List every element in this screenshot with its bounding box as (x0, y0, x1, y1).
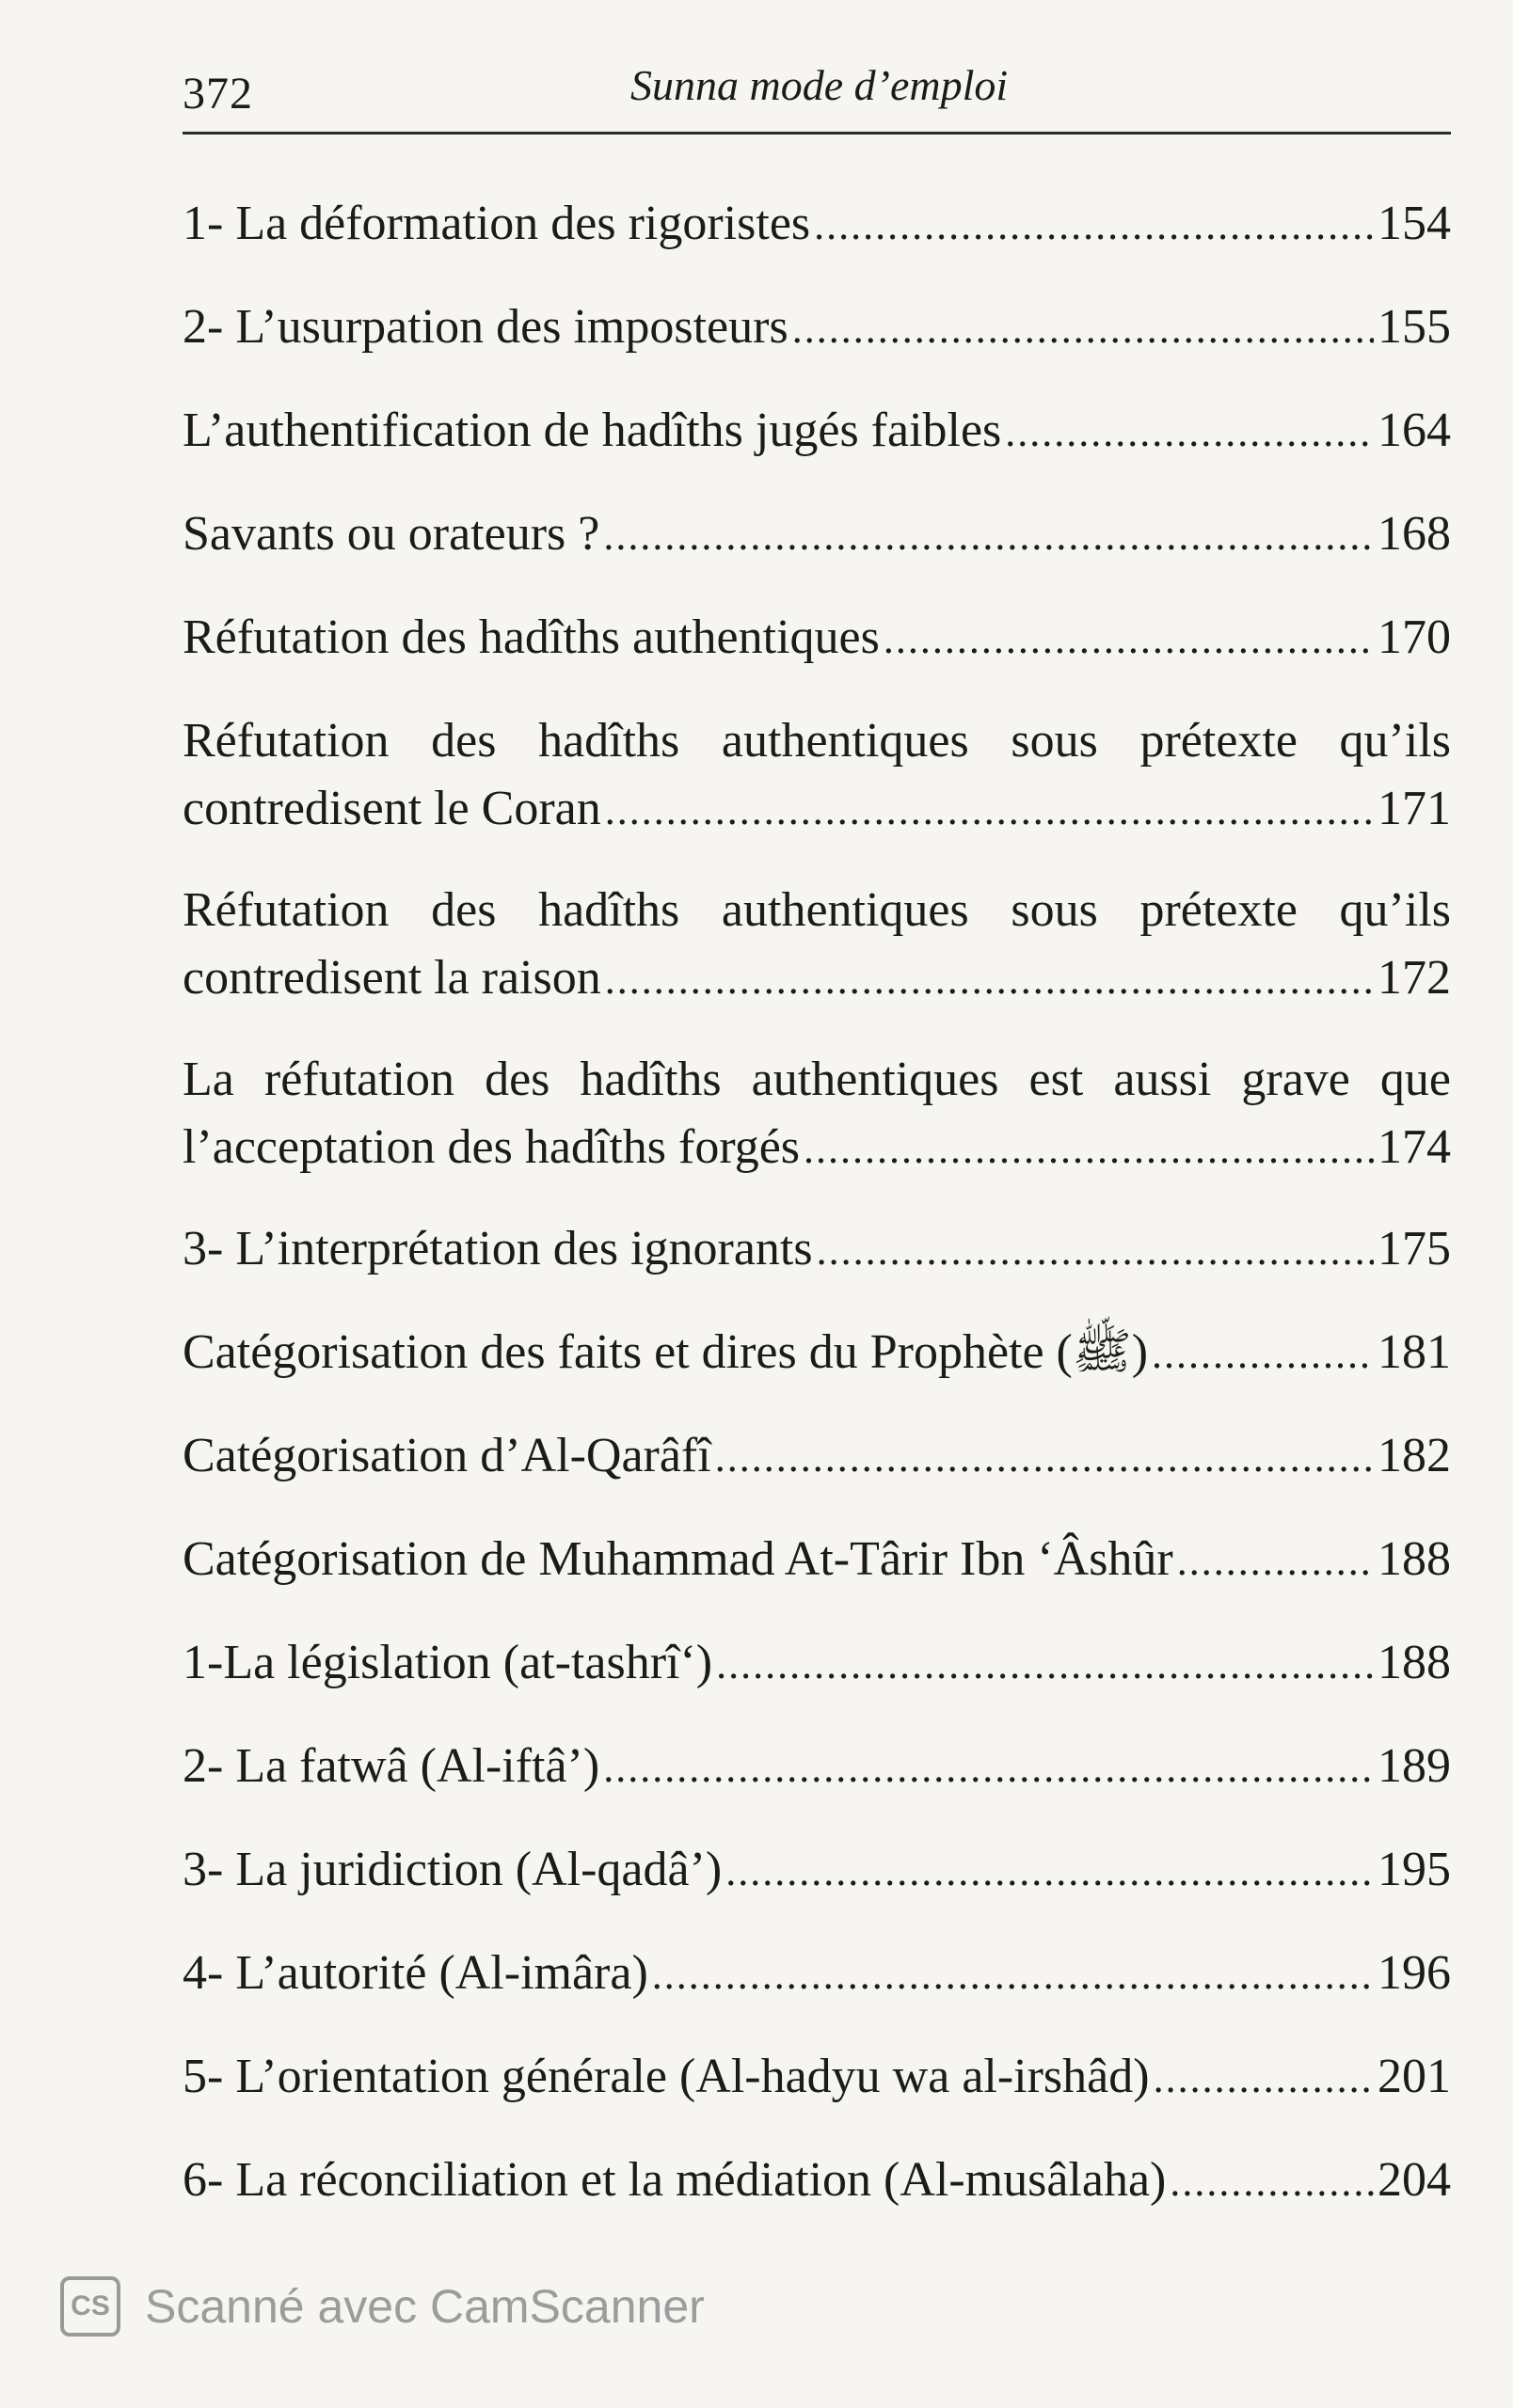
dot-leader (792, 295, 1374, 363)
entry-title-line1: La réfutation des hadîths authentiques est aussi grave que (183, 1053, 1451, 1106)
entry-page: 181 (1378, 1325, 1451, 1379)
toc-entry (183, 500, 1451, 568)
dot-leader (603, 1735, 1374, 1802)
entry-title: Catégorisation d’Al-Qarâfî (183, 1429, 711, 1482)
entry-page: 204 (1378, 2153, 1451, 2207)
toc-entry (183, 1836, 1451, 1904)
dot-leader (603, 502, 1374, 570)
camscanner-watermark (60, 2269, 705, 2344)
toc-entry (183, 1629, 1451, 1697)
toc-entry (183, 1422, 1451, 1490)
entry-title: 1- La déformation des rigoristes (183, 197, 811, 250)
entry-title: Savants ou orateurs ? (183, 507, 600, 561)
page-number: 372 (183, 69, 253, 119)
dot-leader (1154, 2045, 1374, 2113)
entry-title: 3- La juridiction (Al-qadâ’) (183, 1843, 723, 1896)
dot-leader (652, 1941, 1374, 2009)
entry-title: 4- L’autorité (Al-imâra) (183, 1946, 648, 2000)
entry-title: 3- L’interprétation des ignorants (183, 1222, 813, 1275)
dot-leader (1177, 1528, 1374, 1595)
entry-page: 174 (1378, 1120, 1451, 1174)
entry-title: Réfutation des hadîths authentiques (183, 610, 880, 664)
toc-entry (183, 1526, 1451, 1593)
entry-title: Catégorisation des faits et dires du Prophète (ﷺ) (183, 1325, 1149, 1379)
dot-leader (605, 777, 1374, 845)
entry-page: 182 (1378, 1429, 1451, 1482)
camscanner-logo-icon: CS (60, 2276, 120, 2337)
entry-title: 2- L’usurpation des imposteurs (183, 300, 788, 354)
entry-page: 201 (1378, 2050, 1451, 2103)
entry-title: 2- La fatwâ (Al-iftâ’) (183, 1739, 600, 1793)
entry-page: 170 (1378, 610, 1451, 664)
toc-entry (183, 293, 1451, 361)
entry-page: 168 (1378, 507, 1451, 561)
entry-title: L’authentification de hadîths jugés faibles (183, 404, 1002, 457)
toc-entry (183, 397, 1451, 465)
toc-entry (183, 1046, 1451, 1181)
entry-title: contredisent le Coran (183, 782, 601, 835)
entry-page: 172 (1378, 951, 1451, 1005)
toc-entry (183, 877, 1451, 1012)
running-header (183, 56, 1451, 135)
toc-entry (183, 707, 1451, 843)
toc-entry (183, 2147, 1451, 2214)
dot-leader (884, 606, 1374, 673)
entry-page: 195 (1378, 1843, 1451, 1896)
entry-title-line1: Réfutation des hadîths authentiques sous prétexte qu’ils (183, 883, 1451, 937)
entry-page: 175 (1378, 1222, 1451, 1275)
toc-entry (183, 1940, 1451, 2007)
toc-entry (183, 604, 1451, 672)
dot-leader (804, 1116, 1374, 1183)
toc-entry (183, 2043, 1451, 2111)
entry-page: 188 (1378, 1532, 1451, 1586)
entry-title: contredisent la raison (183, 951, 601, 1005)
dot-leader (814, 192, 1374, 260)
entry-page: 196 (1378, 1946, 1451, 2000)
entry-page: 164 (1378, 404, 1451, 457)
entry-title: l’acceptation des hadîths forgés (183, 1120, 801, 1174)
entry-title: 5- L’orientation générale (Al-hadyu wa al-irshâd) (183, 2050, 1150, 2103)
entry-page: 171 (1378, 782, 1451, 835)
dot-leader (1170, 2148, 1374, 2216)
dot-leader (1152, 1321, 1374, 1388)
toc-entry (183, 1215, 1451, 1283)
entry-title-line1: Réfutation des hadîths authentiques sous prétexte qu’ils (183, 714, 1451, 768)
toc-entry (183, 190, 1451, 258)
dot-leader (716, 1631, 1374, 1699)
entry-page: 188 (1378, 1636, 1451, 1689)
running-title: Sunna mode d’emploi (630, 61, 1009, 109)
toc-entry (183, 1319, 1451, 1386)
toc-entry (183, 1733, 1451, 1800)
dot-leader (1005, 399, 1374, 467)
watermark-text: Scanné avec CamScanner (145, 2280, 705, 2333)
dot-leader (605, 946, 1374, 1014)
entry-page: 154 (1378, 197, 1451, 250)
entry-title: 1-La législation (at-tashrî‘) (183, 1636, 713, 1689)
entry-title: Catégorisation de Muhammad At-Târir Ibn ‘Âshûr (183, 1532, 1173, 1586)
dot-leader (725, 1838, 1374, 1906)
dot-leader (715, 1424, 1374, 1492)
dot-leader (817, 1217, 1374, 1285)
entry-page: 189 (1378, 1739, 1451, 1793)
entry-title: 6- La réconciliation et la médiation (Al-musâlaha) (183, 2153, 1167, 2207)
entry-page: 155 (1378, 300, 1451, 354)
